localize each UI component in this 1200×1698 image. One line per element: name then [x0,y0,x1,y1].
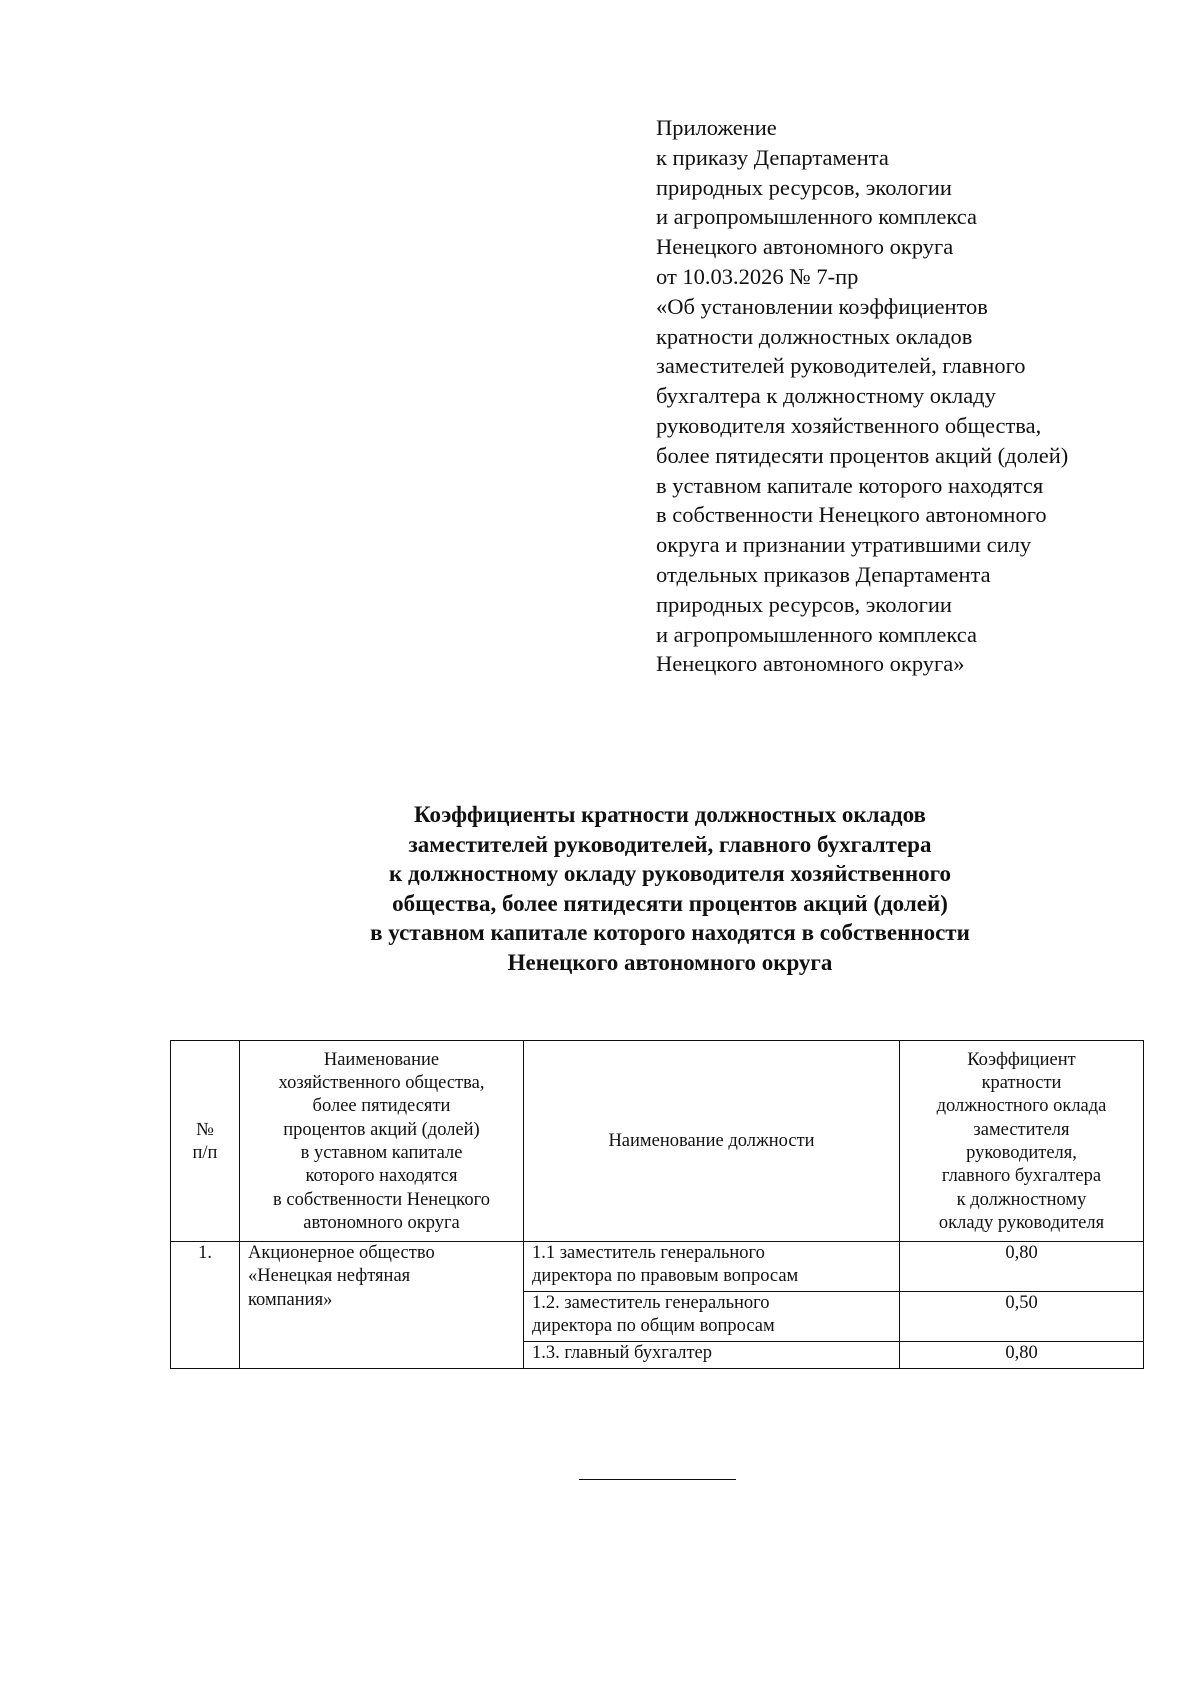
appendix-line: в собственности Ненецкого автономного [656,502,1047,528]
header-coef-line: к должностному [956,1189,1087,1210]
header-company-line: в уставном капитале [300,1143,463,1163]
header-num [171,1041,240,1242]
title-line: общества, более пятидесяти процентов акций (долей) [392,890,948,916]
appendix-line: руководителя хозяйственного общества, [656,412,1042,438]
header-company-line: которого находятся [305,1166,458,1187]
header-company [240,1041,524,1242]
company-line: компания» [248,1289,333,1310]
appendix-line: к приказу Департамента [656,144,889,170]
company-line: «Ненецкая нефтяная [248,1266,411,1287]
position-line: директора по общим вопросам [532,1316,775,1337]
header-coef-line: заместителя [973,1119,1070,1140]
end-separator-line [579,1479,736,1480]
appendix-line: кратности должностных окладов [656,323,973,349]
appendix-line: природных ресурсов, экологии [656,591,952,617]
title-line: заместителей руководителей, главного бухгалтера [408,831,932,857]
header-coef-line: руководителя, [966,1143,1077,1163]
table-header-row [171,1041,1144,1242]
appendix-line: бухгалтера к должностному окладу [656,383,996,409]
header-coef-line: Коэффициент [967,1049,1076,1070]
appendix-line: более пятидесяти процентов акций (долей) [656,442,1069,468]
header-coefficient [900,1041,1144,1242]
header-company-line: автономного округа [303,1212,460,1233]
header-company-line: процентов акций (долей) [283,1119,480,1140]
position-cell [524,1292,900,1342]
appendix-block [656,113,1176,679]
coefficient-value: 0,80 [900,1242,1144,1292]
position-line: директора по правовым вопросам [532,1266,799,1287]
appendix-line: округа и признании утратившими силу [656,532,1032,558]
appendix-line: Ненецкого автономного округа» [656,651,965,677]
row-company [240,1242,524,1369]
position-line: 1.1 заместитель генерального [532,1243,765,1263]
coefficients-table [170,1040,1144,1369]
appendix-line: отдельных приказов Департамента [656,561,991,587]
appendix-line: природных ресурсов, экологии [656,174,952,200]
appendix-line: Ненецкого автономного округа [656,234,954,260]
header-coef-line: окладу руководителя [938,1212,1105,1233]
coefficient-value: 0,50 [900,1292,1144,1342]
title-line: Ненецкого автономного округа [507,949,833,975]
position-cell [524,1242,900,1292]
header-coef-line: главного бухгалтера [941,1166,1102,1187]
appendix-line: и агропромышленного комплекса [656,621,977,647]
header-company-line: хозяйственного общества, [278,1073,485,1094]
title-line: Коэффициенты кратности должностных окладов [414,802,926,827]
appendix-line: и агропромышленного комплекса [656,204,977,230]
appendix-line: в уставном капитале которого находятся [656,472,1044,498]
position-cell [524,1342,900,1369]
position-line: 1.3. главный бухгалтер [532,1343,713,1363]
document-title [230,800,1110,978]
appendix-line: Приложение [656,115,777,140]
title-line: к должностному окладу руководителя хозяйственного [389,861,951,887]
header-company-line: Наименование [323,1049,440,1070]
table-row [171,1242,1144,1292]
row-num: 1. [171,1242,240,1369]
header-coef-line: кратности [981,1073,1062,1094]
title-line: в уставном капитале которого находятся в собственности [370,920,970,946]
header-num-line: № [196,1119,214,1140]
header-company-line: в собственности Ненецкого [273,1189,490,1210]
header-coef-line: должностного оклада [936,1096,1107,1117]
company-line: Акционерное общество [248,1243,435,1263]
coefficient-value: 0,80 [900,1342,1144,1369]
header-num-line: п/п [192,1143,218,1163]
appendix-line: от 10.03.2026 № 7-пр [656,263,859,289]
header-company-line: более пятидесяти [312,1096,451,1117]
appendix-line: заместителей руководителей, главного [656,353,1026,379]
header-position: Наименование должности [524,1041,900,1242]
appendix-line: «Об установлении коэффициентов [656,293,988,319]
position-line: 1.2. заместитель генерального [532,1293,770,1313]
